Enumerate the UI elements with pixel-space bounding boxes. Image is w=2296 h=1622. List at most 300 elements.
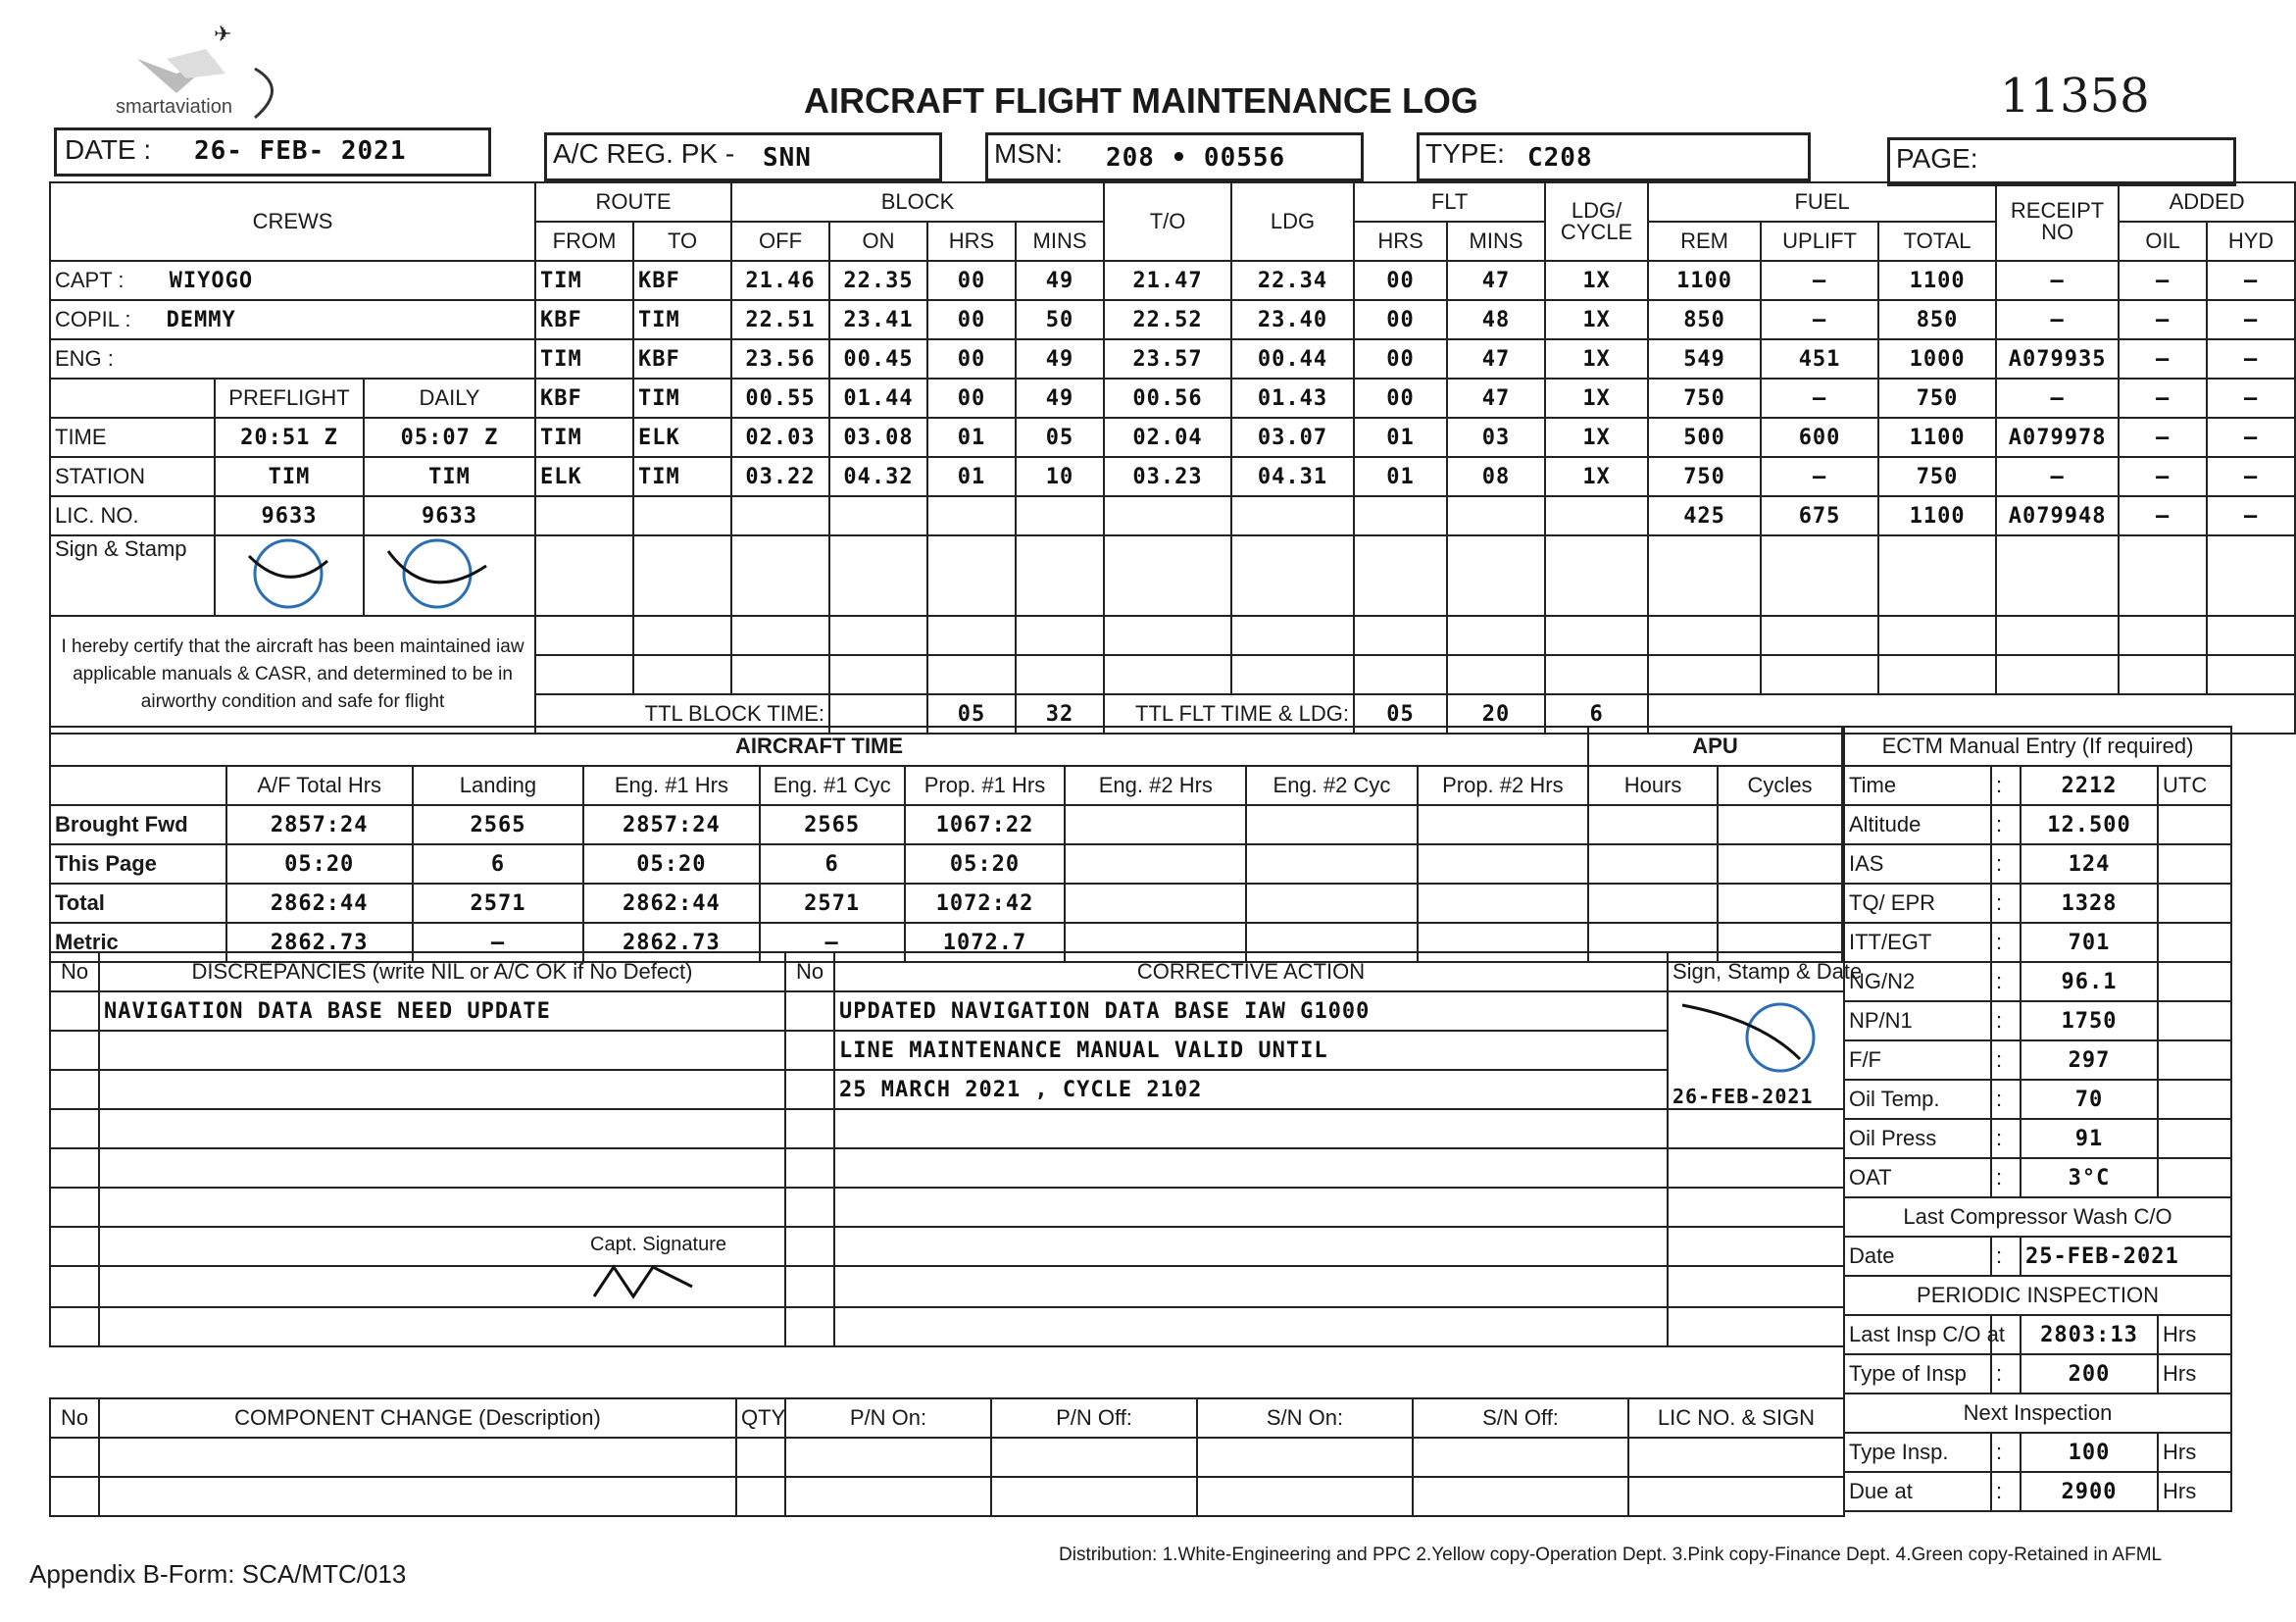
- table-cell: [785, 1307, 834, 1346]
- table-cell: [1761, 655, 1878, 694]
- table-cell: HRS: [1354, 222, 1447, 261]
- table-cell: 05:20: [905, 844, 1066, 884]
- table-cell: ON: [829, 222, 927, 261]
- logo: [108, 20, 304, 127]
- table-row: [50, 1307, 1844, 1346]
- table-row: [1844, 727, 2231, 766]
- table-cell: S/N On:: [1197, 1398, 1413, 1438]
- table-cell: [834, 1109, 1668, 1148]
- table-cell: 549: [1648, 339, 1761, 379]
- table-cell: —: [1996, 261, 2119, 300]
- table-cell: 750: [1648, 457, 1761, 496]
- table-cell: [927, 655, 1016, 694]
- table-cell: [1231, 496, 1354, 535]
- table-cell: —: [2207, 418, 2295, 457]
- table-cell: UPDATED NAVIGATION DATA BASE IAW G1000: [834, 991, 1668, 1031]
- table-cell: [50, 1188, 99, 1227]
- table-cell: [1545, 616, 1648, 655]
- table-cell: [1246, 805, 1417, 844]
- table-row: [50, 496, 2295, 535]
- table-cell: [1418, 884, 1588, 923]
- table-cell: 23.56: [731, 339, 829, 379]
- table-cell: —: [1761, 379, 1878, 418]
- table-cell: —: [1761, 457, 1878, 496]
- table-row: [1844, 1197, 2231, 1237]
- table-cell: FUEL: [1648, 182, 1996, 222]
- table-cell: [1648, 655, 1761, 694]
- table-cell: 600: [1761, 418, 1878, 457]
- table-cell: [1878, 616, 1996, 655]
- table-cell: NG/N2: [1844, 962, 1991, 1001]
- capt-signature: [99, 1266, 785, 1307]
- table-cell: [50, 1477, 99, 1516]
- table-cell: 500: [1648, 418, 1761, 457]
- table-row: [50, 300, 2295, 339]
- table-cell: [1104, 535, 1231, 616]
- table-cell: [2158, 1040, 2231, 1080]
- table-cell: 1328: [2021, 884, 2158, 923]
- table-cell: P/N On:: [785, 1398, 991, 1438]
- table-cell: :: [1991, 1354, 2021, 1394]
- table-cell: —: [760, 923, 905, 962]
- table-cell: S/N Off:: [1413, 1398, 1628, 1438]
- table-cell: [731, 496, 829, 535]
- table-cell: Eng. #2 Cyc: [1246, 766, 1417, 805]
- table-cell: [1718, 805, 1842, 844]
- table-cell: RECEIPT NO: [1996, 182, 2119, 261]
- table-row: [50, 457, 2295, 496]
- table-cell: ECTM Manual Entry (If required): [1844, 727, 2231, 766]
- table-cell: [2158, 923, 2231, 962]
- table-cell: 2862.73: [226, 923, 413, 962]
- table-cell: Landing: [413, 766, 583, 805]
- table-cell: 32: [1016, 694, 1104, 734]
- table-cell: :: [1991, 1040, 2021, 1080]
- table-cell: [50, 1070, 99, 1109]
- table-cell: 10: [1016, 457, 1104, 496]
- table-cell: ADDED: [2119, 182, 2295, 222]
- table-cell: :: [1991, 884, 2021, 923]
- table-cell: :: [1991, 1237, 2021, 1276]
- table-cell: [829, 655, 927, 694]
- table-cell: OFF: [731, 222, 829, 261]
- table-row: [50, 1398, 1844, 1438]
- table-cell: [991, 1438, 1197, 1477]
- table-cell: [1447, 496, 1545, 535]
- table-cell: [1418, 805, 1588, 844]
- table-cell: [2207, 616, 2295, 655]
- table-row: [50, 884, 1842, 923]
- table-cell: [633, 496, 731, 535]
- table-cell: [1104, 616, 1231, 655]
- table-cell: 22.34: [1231, 261, 1354, 300]
- table-cell: 2212: [2021, 766, 2158, 805]
- table-cell: 00: [927, 379, 1016, 418]
- table-cell: TIM: [535, 339, 633, 379]
- table-row: [1844, 1158, 2231, 1197]
- table-cell: [1065, 805, 1246, 844]
- table-cell: [50, 1109, 99, 1148]
- table-cell: [1197, 1477, 1413, 1516]
- table-cell: Hrs: [2158, 1354, 2231, 1394]
- table-cell: 00: [1354, 379, 1447, 418]
- msn-box: [985, 132, 1364, 181]
- table-cell: [1648, 616, 1761, 655]
- table-cell: 20: [1447, 694, 1545, 734]
- table-cell: [1878, 655, 1996, 694]
- table-cell: [1996, 616, 2119, 655]
- table-cell: Total: [50, 884, 226, 923]
- table-cell: 425: [1648, 496, 1761, 535]
- table-cell: 2862.73: [583, 923, 760, 962]
- table-cell: 22.51: [731, 300, 829, 339]
- table-cell: [2158, 844, 2231, 884]
- table-cell: [1996, 535, 2119, 616]
- text: ENG: [55, 346, 102, 371]
- table-cell: Next Inspection: [1844, 1394, 2231, 1433]
- table-cell: 2862:44: [583, 884, 760, 923]
- table-cell: 3°C: [2021, 1158, 2158, 1197]
- table-cell: —: [1996, 379, 2119, 418]
- table-cell: —: [2119, 339, 2207, 379]
- table-cell: 49: [1016, 339, 1104, 379]
- table-cell: —: [2207, 496, 2295, 535]
- table-cell: 1072.7: [905, 923, 1066, 962]
- discrepancy-table: [49, 951, 1863, 1347]
- table-row: [1844, 1001, 2231, 1040]
- table-cell: [1668, 1307, 1844, 1346]
- table-cell: 124: [2021, 844, 2158, 884]
- table-cell: Sign & Stamp: [50, 535, 215, 616]
- table-row: [50, 727, 1842, 766]
- table-cell: [1231, 616, 1354, 655]
- table-cell: BLOCK: [731, 182, 1104, 222]
- table-cell: [731, 535, 829, 616]
- table-cell: [1761, 535, 1878, 616]
- table-cell: [731, 655, 829, 694]
- table-row: [50, 805, 1842, 844]
- table-cell: [1231, 535, 1354, 616]
- table-cell: [1065, 844, 1246, 884]
- table-cell: [1246, 884, 1417, 923]
- table-cell: 00: [1354, 261, 1447, 300]
- table-cell: :: [1991, 1433, 2021, 1472]
- table-cell: 21.47: [1104, 261, 1231, 300]
- table-cell: 04.31: [1231, 457, 1354, 496]
- text: WIYOGO: [169, 269, 254, 293]
- table-cell: [1065, 884, 1246, 923]
- table-cell: [834, 1148, 1668, 1188]
- table-cell: This Page: [50, 844, 226, 884]
- table-cell: [2119, 655, 2207, 694]
- table-cell: 91: [2021, 1119, 2158, 1158]
- table-row: [1844, 1040, 2231, 1080]
- table-row: [1844, 1276, 2231, 1315]
- table-cell: 22.52: [1104, 300, 1231, 339]
- table-cell: 50: [1016, 300, 1104, 339]
- table-cell: 1X: [1545, 457, 1648, 496]
- table-cell: CORRECTIVE ACTION: [834, 952, 1668, 991]
- table-row: [50, 418, 2295, 457]
- table-cell: [99, 1148, 785, 1188]
- table-cell: [1545, 496, 1648, 535]
- table-cell: [99, 1031, 785, 1070]
- table-cell: [2158, 1001, 2231, 1040]
- table-cell: KBF: [633, 339, 731, 379]
- table-cell: 1100: [1648, 261, 1761, 300]
- table-cell: Time: [1844, 766, 1991, 805]
- table-cell: [99, 1109, 785, 1148]
- table-row: [50, 1438, 1844, 1477]
- table-cell: [50, 1438, 99, 1477]
- table-cell: KBF: [633, 261, 731, 300]
- table-cell: Type Insp.: [1844, 1433, 1991, 1472]
- table-cell: —: [2207, 261, 2295, 300]
- table-row: [50, 766, 1842, 805]
- table-row: [1844, 1354, 2231, 1394]
- table-row: [1844, 962, 2231, 1001]
- reg-box: [544, 132, 942, 181]
- table-cell: [1016, 655, 1104, 694]
- table-cell: TOTAL: [1878, 222, 1996, 261]
- stamp-preflight: [215, 535, 364, 616]
- text: DATE :: [65, 134, 152, 165]
- table-cell: Eng. #1 Hrs: [583, 766, 760, 805]
- table-cell: Cycles: [1718, 766, 1842, 805]
- table-cell: :: [1991, 1472, 2021, 1511]
- table-cell: 12.500: [2021, 805, 2158, 844]
- table-cell: [1648, 535, 1761, 616]
- aircraft-time-table: [49, 726, 1843, 963]
- table-row: [50, 379, 2295, 418]
- flight-table: [49, 181, 2296, 735]
- table-cell: —: [2119, 457, 2207, 496]
- table-cell: TIM: [535, 261, 633, 300]
- table-cell: 05: [1354, 694, 1447, 734]
- table-cell: Type of Insp: [1844, 1354, 1991, 1394]
- table-row: [50, 339, 2295, 379]
- table-cell: TIM: [215, 457, 364, 496]
- table-cell: 20:51 Z: [215, 418, 364, 457]
- table-cell: [1668, 1266, 1844, 1307]
- table-cell: Altitude: [1844, 805, 1991, 844]
- table-row: [1844, 1080, 2231, 1119]
- table-cell: [736, 1438, 785, 1477]
- table-cell: —: [1996, 457, 2119, 496]
- table-cell: [1354, 616, 1447, 655]
- table-row: [50, 261, 2295, 300]
- text: TYPE:: [1425, 138, 1505, 169]
- table-cell: 02.03: [731, 418, 829, 457]
- table-cell: 47: [1447, 379, 1545, 418]
- table-cell: [1104, 496, 1231, 535]
- graphic: [369, 536, 506, 609]
- table-cell: ROUTE: [535, 182, 731, 222]
- table-cell: FROM: [535, 222, 633, 261]
- table-cell: LDG/ CYCLE: [1545, 182, 1648, 261]
- table-cell: COMPONENT CHANGE (Description): [99, 1398, 736, 1438]
- table-row: [50, 182, 2295, 222]
- table-cell: 03.22: [731, 457, 829, 496]
- table-cell: [535, 496, 633, 535]
- date-box: [54, 127, 491, 177]
- table-cell: 100: [2021, 1433, 2158, 1472]
- table-cell: TIM: [633, 379, 731, 418]
- table-cell: —: [1761, 261, 1878, 300]
- table-cell: [2158, 1158, 2231, 1197]
- table-cell: TIM: [633, 300, 731, 339]
- table-row: [50, 952, 1844, 991]
- table-cell: [99, 1227, 785, 1266]
- table-cell: 675: [1761, 496, 1878, 535]
- table-cell: 750: [1878, 457, 1996, 496]
- table-cell: MINS: [1016, 222, 1104, 261]
- table-cell: —: [2119, 379, 2207, 418]
- table-cell: P/N Off:: [991, 1398, 1197, 1438]
- table-cell: [785, 1438, 991, 1477]
- table-cell: [785, 991, 834, 1031]
- table-cell: [1104, 655, 1231, 694]
- table-cell: —: [2207, 379, 2295, 418]
- table-cell: LIC. NO.: [50, 496, 215, 535]
- stamp-daily: [364, 535, 535, 616]
- table-cell: [1354, 496, 1447, 535]
- table-cell: [785, 1031, 834, 1070]
- table-cell: [99, 1307, 785, 1346]
- table-cell: Due at: [1844, 1472, 1991, 1511]
- table-cell: :: [1991, 1158, 2021, 1197]
- table-cell: 1X: [1545, 261, 1648, 300]
- stamp-engineer: [1668, 991, 1844, 1109]
- table-cell: [1718, 884, 1842, 923]
- table-cell: AIRCRAFT TIME: [50, 727, 1588, 766]
- table-cell: Brought Fwd: [50, 805, 226, 844]
- table-cell: T/O: [1104, 182, 1231, 261]
- table-cell: 750: [1878, 379, 1996, 418]
- table-cell: 850: [1648, 300, 1761, 339]
- table-cell: [834, 1188, 1668, 1227]
- table-cell: :: [1991, 844, 2021, 884]
- table-cell: 96.1: [2021, 962, 2158, 1001]
- table-cell: 00: [1354, 300, 1447, 339]
- table-row: [1844, 1119, 2231, 1158]
- table-cell: :: [1991, 766, 2021, 805]
- table-cell: :: [1991, 1080, 2021, 1119]
- table-cell: :: [1991, 805, 2021, 844]
- table-cell: MINS: [1447, 222, 1545, 261]
- date-value: 26- FEB- 2021: [194, 136, 407, 166]
- serial-number: 11358: [2000, 69, 2150, 124]
- table-cell: 701: [2021, 923, 2158, 962]
- table-cell: [535, 616, 633, 655]
- table-cell: 2565: [413, 805, 583, 844]
- table-cell: NP/N1: [1844, 1001, 1991, 1040]
- table-cell: Oil Temp.: [1844, 1080, 1991, 1119]
- table-cell: KBF: [535, 379, 633, 418]
- page-title: AIRCRAFT FLIGHT MAINTENANCE LOG: [804, 80, 1478, 121]
- table-cell: [785, 1188, 834, 1227]
- table-cell: 1750: [2021, 1001, 2158, 1040]
- table-cell: 05:20: [583, 844, 760, 884]
- table-row: [1844, 1394, 2231, 1433]
- table-cell: 451: [1761, 339, 1878, 379]
- table-cell: A079948: [1996, 496, 2119, 535]
- table-cell: [1545, 655, 1648, 694]
- table-cell: 49: [1016, 379, 1104, 418]
- table-cell: [1718, 844, 1842, 884]
- table-row: [1844, 844, 2231, 884]
- table-cell: [785, 1477, 991, 1516]
- table-cell: Last Compressor Wash C/O: [1844, 1197, 2231, 1237]
- table-cell: [1447, 616, 1545, 655]
- table-cell: —: [2207, 300, 2295, 339]
- table-cell: A079978: [1996, 418, 2119, 457]
- table-cell: Eng. #2 Hrs: [1065, 766, 1246, 805]
- table-cell: [2158, 884, 2231, 923]
- text: PAGE:: [1896, 143, 1978, 174]
- table-cell: [927, 496, 1016, 535]
- table-cell: [2119, 535, 2207, 616]
- table-cell: 750: [1648, 379, 1761, 418]
- table-cell: 1100: [1878, 496, 1996, 535]
- table-cell: 2803:13: [2021, 1315, 2158, 1354]
- table-cell: 01: [1354, 457, 1447, 496]
- table-cell: [1197, 1438, 1413, 1477]
- table-row: [50, 1227, 1844, 1266]
- table-cell: 1X: [1545, 339, 1648, 379]
- table-cell: [829, 496, 927, 535]
- table-cell: [1588, 844, 1718, 884]
- table-cell: —: [2119, 496, 2207, 535]
- msn-value: 208 • 00556: [1106, 143, 1286, 173]
- table-row: [1844, 884, 2231, 923]
- table-cell: [1996, 655, 2119, 694]
- table-row: [50, 1109, 1844, 1148]
- table-cell: HYD: [2207, 222, 2295, 261]
- table-cell: [785, 1148, 834, 1188]
- table-cell: 1X: [1545, 379, 1648, 418]
- table-cell: —: [2119, 261, 2207, 300]
- table-cell: 01.43: [1231, 379, 1354, 418]
- graphic: [220, 536, 357, 609]
- table-row: [50, 1188, 1844, 1227]
- table-cell: LIC NO. & SIGN: [1628, 1398, 1844, 1438]
- table-cell: Prop. #1 Hrs: [905, 766, 1066, 805]
- table-cell: UTC: [2158, 766, 2231, 805]
- table-cell: [1447, 655, 1545, 694]
- table-cell: [785, 1266, 834, 1307]
- table-cell: TIM: [364, 457, 535, 496]
- table-cell: [2158, 962, 2231, 1001]
- table-row: [1844, 1315, 2231, 1354]
- table-cell: [736, 1477, 785, 1516]
- table-cell: No: [785, 952, 834, 991]
- table-cell: [785, 1070, 834, 1109]
- table-cell: UPLIFT: [1761, 222, 1878, 261]
- table-cell: Hrs: [2158, 1433, 2231, 1472]
- table-row: [50, 1070, 1844, 1109]
- table-cell: 2862:44: [226, 884, 413, 923]
- table-cell: [1418, 844, 1588, 884]
- table-cell: —: [1996, 300, 2119, 339]
- table-cell: 2565: [760, 805, 905, 844]
- table-cell: [50, 1148, 99, 1188]
- table-cell: [99, 1070, 785, 1109]
- table-cell: KBF: [535, 300, 633, 339]
- table-cell: —: [2207, 457, 2295, 496]
- table-cell: 01: [927, 457, 1016, 496]
- table-cell: 850: [1878, 300, 1996, 339]
